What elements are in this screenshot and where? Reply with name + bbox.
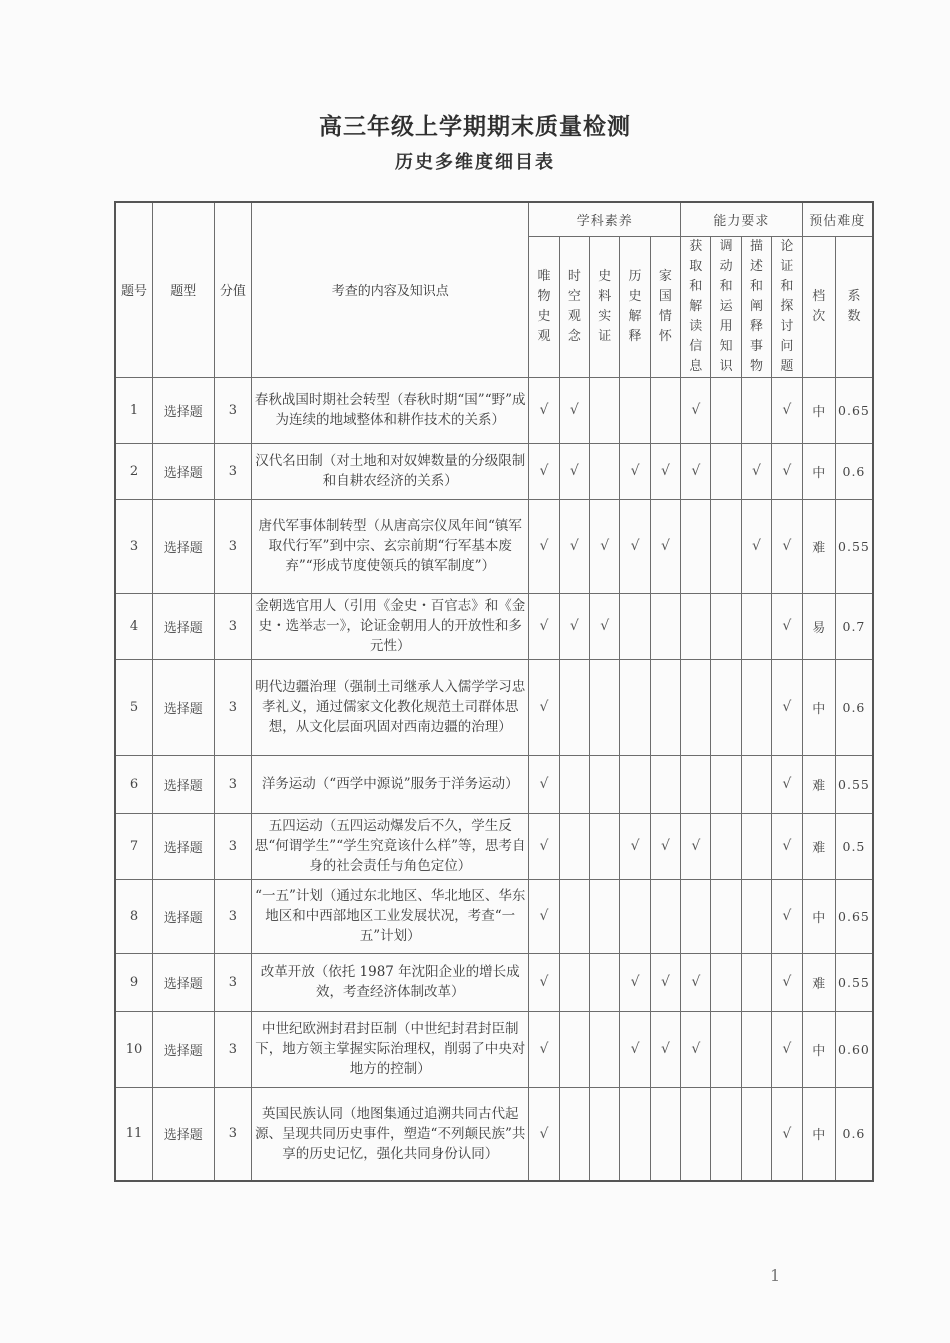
table-row (115, 1087, 873, 1181)
cell-check: √ (772, 659, 802, 755)
cell-content: 汉代名田制（对土地和对奴婢数量的分级限制和自耕农经济的关系） (252, 443, 529, 499)
cell-check: √ (772, 953, 802, 1011)
header-ability-item: 获取和解读信息 (681, 236, 711, 377)
cell-check (559, 813, 589, 879)
cell-check: √ (772, 1087, 802, 1181)
cell-type: 选择题 (152, 1011, 214, 1087)
header-no: 题号 (115, 202, 152, 377)
cell-level: 中 (802, 377, 835, 443)
header-ability-item: 描述和阐释事物 (741, 236, 771, 377)
cell-check: √ (559, 593, 589, 659)
cell-check (559, 1011, 589, 1087)
cell-check (681, 593, 711, 659)
cell-check (681, 1087, 711, 1181)
header-literacy-item: 时空观念 (559, 236, 589, 377)
cell-no: 11 (115, 1087, 152, 1181)
cell-check: √ (772, 755, 802, 813)
table-row (115, 377, 873, 443)
cell-check: √ (681, 953, 711, 1011)
cell-check (590, 659, 620, 755)
cell-type: 选择题 (152, 755, 214, 813)
cell-type: 选择题 (152, 879, 214, 953)
cell-type: 选择题 (152, 593, 214, 659)
cell-content: 唐代军事体制转型（从唐高宗仪凤年间“镇军取代行军”到中宗、玄宗前期“行军基本废弃”“形成节度使领兵的镇军制度”） (252, 499, 529, 593)
cell-no: 1 (115, 377, 152, 443)
cell-check: √ (529, 593, 559, 659)
cell-type: 选择题 (152, 1087, 214, 1181)
table-row (115, 1011, 873, 1087)
cell-score: 3 (214, 953, 251, 1011)
cell-level: 中 (802, 1011, 835, 1087)
cell-check: √ (620, 443, 650, 499)
cell-check (559, 755, 589, 813)
cell-content: 金朝选官用人（引用《金史・百官志》和《金史・选举志一》，论证金朝用人的开放性和多元性） (252, 593, 529, 659)
cell-check (681, 879, 711, 953)
cell-check (741, 1011, 771, 1087)
cell-check: √ (529, 377, 559, 443)
header-difficulty-group: 预估难度 (802, 202, 873, 236)
cell-type: 选择题 (152, 813, 214, 879)
cell-check (711, 659, 741, 755)
cell-check: √ (772, 1011, 802, 1087)
header-literacy-item: 唯物史观 (529, 236, 559, 377)
cell-check (711, 1087, 741, 1181)
cell-content: 改革开放（依托 1987 年沈阳企业的增长成效，考查经济体制改革） (252, 953, 529, 1011)
cell-no: 8 (115, 879, 152, 953)
cell-content: 英国民族认同（地图集通过追溯共同古代起源、呈现共同历史事件，塑造“不列颠民族”共享的历史记忆，强化共同身份认同） (252, 1087, 529, 1181)
cell-check (711, 377, 741, 443)
header-ability-group: 能力要求 (681, 202, 802, 236)
cell-check (620, 1087, 650, 1181)
cell-check (681, 499, 711, 593)
cell-check: √ (772, 593, 802, 659)
cell-level: 中 (802, 659, 835, 755)
cell-coef: 0.6 (835, 443, 873, 499)
header-literacy-item: 历史解释 (620, 236, 650, 377)
cell-check: √ (529, 1011, 559, 1087)
page-subtitle: 历史多维度细目表 (395, 152, 555, 173)
header-literacy-item: 家国情怀 (650, 236, 680, 377)
cell-check (620, 879, 650, 953)
cell-check: √ (559, 377, 589, 443)
cell-coef: 0.6 (835, 659, 873, 755)
cell-check (590, 377, 620, 443)
cell-score: 3 (214, 813, 251, 879)
cell-check: √ (681, 443, 711, 499)
cell-check: √ (772, 377, 802, 443)
cell-check: √ (620, 1011, 650, 1087)
cell-content: 明代边疆治理（强制土司继承人入儒学学习忠孝礼义，通过儒家文化教化规范土司群体思想，从文化层面巩固对西南边疆的治理） (252, 659, 529, 755)
cell-check (741, 1087, 771, 1181)
cell-check: √ (681, 377, 711, 443)
header-content: 考查的内容及知识点 (252, 202, 529, 377)
cell-check (590, 1087, 620, 1181)
cell-score: 3 (214, 377, 251, 443)
cell-check (741, 813, 771, 879)
cell-check (711, 879, 741, 953)
cell-check: √ (741, 499, 771, 593)
cell-check: √ (529, 813, 559, 879)
page-number: 1 (770, 1266, 781, 1285)
cell-coef: 0.5 (835, 813, 873, 879)
table-row (115, 813, 873, 879)
cell-check (620, 755, 650, 813)
cell-check (681, 659, 711, 755)
table-row (115, 953, 873, 1011)
cell-check (650, 1087, 680, 1181)
cell-check (711, 593, 741, 659)
cell-check (650, 593, 680, 659)
table-row (115, 755, 873, 813)
cell-check: √ (529, 443, 559, 499)
cell-check (559, 659, 589, 755)
cell-check (559, 879, 589, 953)
cell-type: 选择题 (152, 499, 214, 593)
cell-no: 2 (115, 443, 152, 499)
cell-check (590, 1011, 620, 1087)
cell-check (590, 755, 620, 813)
cell-check: √ (772, 443, 802, 499)
cell-no: 4 (115, 593, 152, 659)
cell-type: 选择题 (152, 443, 214, 499)
table-row (115, 593, 873, 659)
cell-content: 春秋战国时期社会转型（春秋时期“国”“野”成为连续的地域整体和耕作技术的关系） (252, 377, 529, 443)
cell-check (650, 755, 680, 813)
cell-level: 中 (802, 879, 835, 953)
cell-content: 五四运动（五四运动爆发后不久，学生反思“何谓学生”“学生究竟该什么样”等，思考自身的社会责任与角色定位） (252, 813, 529, 879)
cell-coef: 0.7 (835, 593, 873, 659)
cell-coef: 0.65 (835, 879, 873, 953)
cell-score: 3 (214, 1011, 251, 1087)
table-row (115, 659, 873, 755)
cell-no: 10 (115, 1011, 152, 1087)
cell-score: 3 (214, 879, 251, 953)
cell-coef: 0.55 (835, 499, 873, 593)
cell-check (620, 593, 650, 659)
cell-score: 3 (214, 1087, 251, 1181)
cell-level: 难 (802, 813, 835, 879)
cell-check: √ (529, 755, 559, 813)
cell-check: √ (529, 879, 559, 953)
cell-check (620, 659, 650, 755)
cell-check: √ (590, 593, 620, 659)
cell-check (590, 879, 620, 953)
cell-check (711, 953, 741, 1011)
cell-check (711, 499, 741, 593)
cell-coef: 0.55 (835, 953, 873, 1011)
cell-no: 5 (115, 659, 152, 755)
cell-check (741, 953, 771, 1011)
cell-check (711, 813, 741, 879)
cell-type: 选择题 (152, 659, 214, 755)
cell-check: √ (650, 443, 680, 499)
cell-check: √ (529, 499, 559, 593)
cell-check (741, 659, 771, 755)
header-ability-item: 调动和运用知识 (711, 236, 741, 377)
cell-type: 选择题 (152, 953, 214, 1011)
cell-check: √ (590, 499, 620, 593)
cell-check (711, 1011, 741, 1087)
cell-check (741, 593, 771, 659)
cell-score: 3 (214, 659, 251, 755)
header-difficulty-item: 档次 (802, 236, 835, 377)
cell-check: √ (559, 499, 589, 593)
cell-check (681, 755, 711, 813)
table-row (115, 499, 873, 593)
cell-check (590, 953, 620, 1011)
cell-level: 难 (802, 499, 835, 593)
page-title: 高三年级上学期期末质量检测 (319, 113, 631, 140)
cell-level: 易 (802, 593, 835, 659)
cell-check (741, 377, 771, 443)
cell-check: √ (741, 443, 771, 499)
cell-no: 6 (115, 755, 152, 813)
cell-check (620, 377, 650, 443)
cell-score: 3 (214, 593, 251, 659)
cell-no: 3 (115, 499, 152, 593)
header-literacy-item: 史料实证 (590, 236, 620, 377)
cell-level: 中 (802, 1087, 835, 1181)
cell-coef: 0.60 (835, 1011, 873, 1087)
cell-level: 中 (802, 443, 835, 499)
cell-check (741, 755, 771, 813)
cell-no: 7 (115, 813, 152, 879)
cell-check: √ (772, 499, 802, 593)
cell-check (711, 755, 741, 813)
cell-check (650, 879, 680, 953)
cell-check: √ (772, 813, 802, 879)
cell-level: 难 (802, 755, 835, 813)
cell-check: √ (620, 953, 650, 1011)
cell-score: 3 (214, 443, 251, 499)
spec-table (114, 201, 874, 1182)
cell-no: 9 (115, 953, 152, 1011)
cell-level: 难 (802, 953, 835, 1011)
cell-check: √ (772, 879, 802, 953)
cell-check: √ (620, 499, 650, 593)
cell-content: “一五”计划（通过东北地区、华北地区、华东地区和中西部地区工业发展状况，考查“一五”计划） (252, 879, 529, 953)
table-row (115, 879, 873, 953)
cell-check (711, 443, 741, 499)
cell-check (650, 377, 680, 443)
header-difficulty-item: 系数 (835, 236, 873, 377)
header-ability-item: 论证和探讨问题 (772, 236, 802, 377)
cell-check: √ (650, 953, 680, 1011)
cell-check: √ (529, 953, 559, 1011)
cell-coef: 0.55 (835, 755, 873, 813)
cell-check: √ (529, 1087, 559, 1181)
cell-check (590, 813, 620, 879)
cell-check: √ (681, 813, 711, 879)
cell-check (559, 953, 589, 1011)
cell-check (559, 1087, 589, 1181)
cell-check: √ (559, 443, 589, 499)
cell-check: √ (620, 813, 650, 879)
cell-check: √ (650, 813, 680, 879)
cell-coef: 0.65 (835, 377, 873, 443)
cell-score: 3 (214, 755, 251, 813)
header-literacy-group: 学科素养 (529, 202, 681, 236)
cell-content: 中世纪欧洲封君封臣制（中世纪封君封臣制下，地方领主掌握实际治理权，削弱了中央对地方的控制） (252, 1011, 529, 1087)
cell-content: 洋务运动（“西学中源说”服务于洋务运动） (252, 755, 529, 813)
table-row (115, 443, 873, 499)
cell-check (650, 659, 680, 755)
cell-check (590, 443, 620, 499)
cell-check (741, 879, 771, 953)
cell-type: 选择题 (152, 377, 214, 443)
cell-coef: 0.6 (835, 1087, 873, 1181)
cell-check: √ (650, 1011, 680, 1087)
cell-check: √ (681, 1011, 711, 1087)
header-score: 分值 (214, 202, 251, 377)
header-type: 题型 (152, 202, 214, 377)
cell-check: √ (650, 499, 680, 593)
cell-score: 3 (214, 499, 251, 593)
cell-check: √ (529, 659, 559, 755)
